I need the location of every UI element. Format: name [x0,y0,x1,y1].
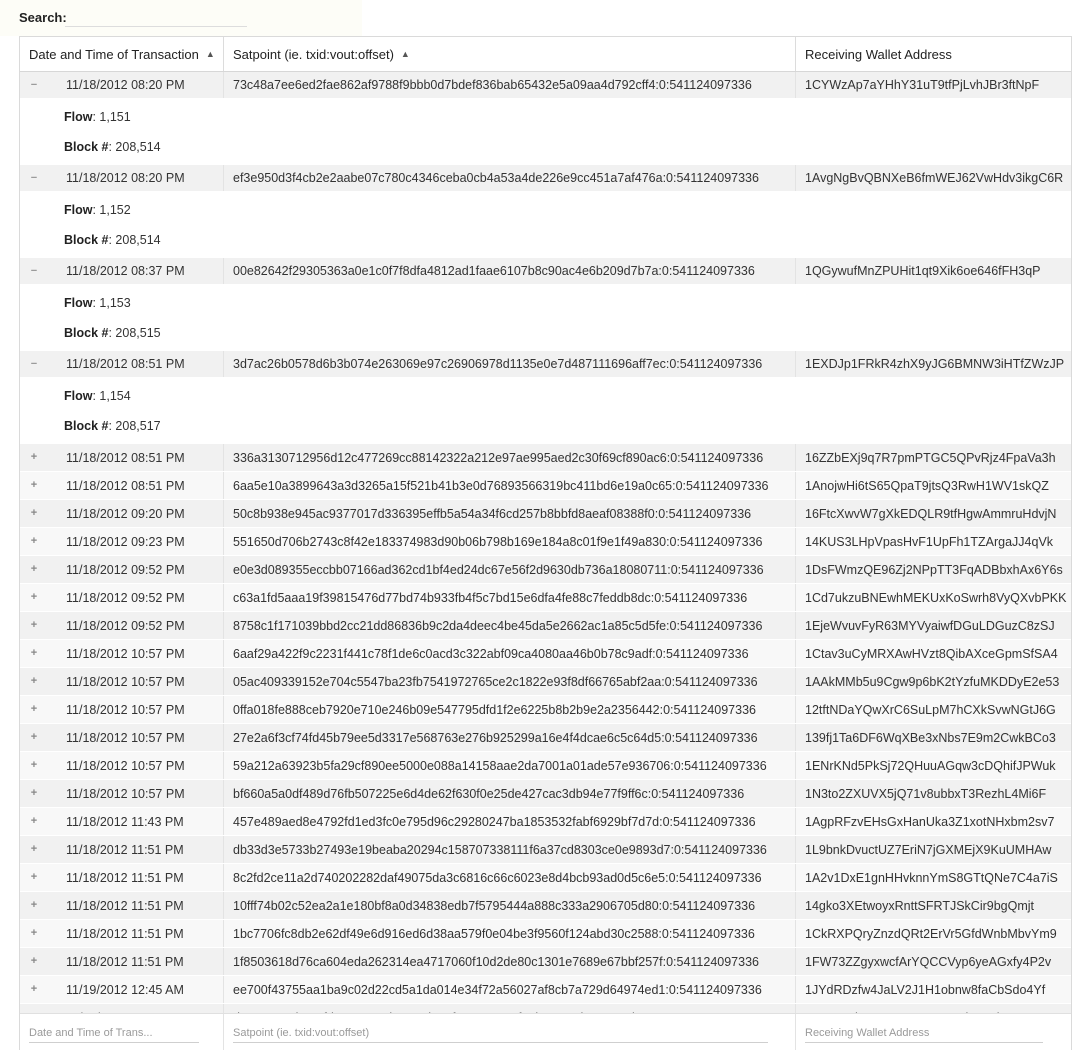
grid-body [20,72,1071,1032]
expand-row-icon[interactable]: + [30,535,38,547]
cell-satpoint: db33d3e5733b27493e19beaba20294c158707338111f6a37cd8303ce0e9893d7:0:541124097336 [224,836,796,863]
cell-satpoint: 05ac409339152e704c5547ba23fb7541972765ce2c1822e93f8df66765abf2aa:0:541124097336 [224,668,796,695]
cell-satpoint: 27e2a6f3cf74fd45b79ee5d3317e568763e276b925299a16e4f4dcae6c5c64d5:0:541124097336 [224,724,796,751]
cell-satpoint: 6aaf29a422f9c2231f441c78f1de6c0acd3c322abf09ca4080aa46b0b78c9adf:0:541124097336 [224,640,796,667]
cell-date [20,892,224,919]
cell-wallet-address: 1N3to2ZXUVX5jQ71v8ubbxT3RezhL4Mi6F [805,786,1047,801]
cell-wallet-address: 12tftNDaYQwXrC6SuLpM7hCXkSvwNGtJ6G [805,702,1056,717]
cell-date [20,528,224,555]
cell-date [20,72,224,98]
cell-wallet-address: 1L9bnkDvuctUZ7EriN7jGXMEjX9KuUMHAw [805,842,1052,857]
detail-flow: Flow: 1,152 [64,203,131,217]
detail-flow: Flow: 1,154 [64,389,131,403]
table-row[interactable] [20,668,1071,696]
table-row[interactable] [20,444,1071,472]
transaction-datetime: 11/18/2012 10:57 PM [66,730,185,745]
table-row[interactable] [20,976,1071,1004]
row-detail-panel [20,284,1071,351]
detail-block-value: 208,517 [115,419,161,433]
expand-row-icon[interactable]: + [30,787,38,799]
cell-wallet-address: 16FtcXwvW7gXkEDQLR9tfHgwAmmruHdvjN [805,506,1057,521]
cell-date [20,612,224,639]
cell-wallet-address: 139fj1Ta6DF6WqXBe3xNbs7E9m2CwkBCo3 [805,730,1056,745]
cell-satpoint: ee700f43755aa1ba9c02d22cd5a1da014e34f72a56027af8cb7a729d64974ed1:0:541124097336 [224,976,796,1003]
expand-row-icon[interactable]: + [30,479,38,491]
transaction-datetime: 11/18/2012 10:57 PM [66,646,185,661]
expand-row-icon[interactable]: + [30,507,38,519]
expand-row-icon[interactable]: + [30,843,38,855]
expand-row-icon[interactable]: + [30,899,38,911]
cell-satpoint: 73c48a7ee6ed2fae862af9788f9bbb0d7bdef836bab65432e5a09aa4d792cff4:0:541124097336 [224,72,796,98]
cell-wallet-address: 1CkRXPQryZnzdQRt2ErVr5GfdWnbMbvYm9 [805,926,1057,941]
cell-date [20,258,224,284]
transaction-datetime: 11/18/2012 10:57 PM [66,786,185,801]
cell-satpoint: 10fff74b02c52ea2a1e180bf8a0d34838edb7f5795444a888c333a2906705d80:0:541124097336 [224,892,796,919]
table-row[interactable] [20,892,1071,920]
cell-wallet-address: 14KUS3LHpVpasHvF1UpFh1TZArgaJJ4qVk [805,534,1054,549]
grid-header [20,37,1071,72]
column-header-date[interactable] [20,37,224,71]
table-row[interactable] [20,584,1071,612]
table-row[interactable] [20,165,1071,191]
cell-date [20,351,224,377]
transaction-datetime: 11/18/2012 08:37 PM [66,264,185,278]
expand-row-icon[interactable]: + [30,927,38,939]
table-row[interactable] [20,556,1071,584]
expand-row-icon[interactable]: + [30,955,38,967]
transaction-datetime: 11/18/2012 11:51 PM [66,870,184,885]
detail-block-value: 208,514 [115,140,161,154]
cell-satpoint: c63a1fd5aaa19f39815476d77bd74b933fb4f5c7bd15e6dfa4fe88c7feddb8dc:0:541124097336 [224,584,796,611]
cell-date [20,780,224,807]
detail-flow-value: 1,153 [99,296,131,310]
detail-block-label: Block # [64,419,109,433]
column-header-label: Receiving Wallet Address [805,46,952,62]
cell-satpoint: 457e489aed8e4792fd1ed3fc0e795d96c29280247ba1853532fabf6929bf7d7d:0:541124097336 [224,808,796,835]
cell-satpoint: 8c2fd2ce11a2d740202282daf49075da3c6816c66c6023e8d4bcb93ad0d5c6e5:0:541124097336 [224,864,796,891]
sort-ascending-icon[interactable]: ▲ [205,49,215,59]
filter-cell-satpoint [224,1014,796,1050]
cell-satpoint: bf660a5a0df489d76fb507225e6d4de62f630f0e25de427cac3db94e77f9ff6c:0:541124097336 [224,780,796,807]
cell-satpoint: 336a3130712956d12c477269cc88142322a212e97ae995aed2c30f69cf890ac6:0:541124097336 [224,444,796,471]
collapse-row-icon[interactable]: − [30,78,38,91]
cell-wallet-address: 1Ctav3uCyMRXAwHVzt8QibAXceGpmSfSA4 [805,646,1058,661]
transaction-datetime: 11/18/2012 08:51 PM [66,478,185,493]
search-label: Search: [19,9,67,25]
table-row[interactable] [20,500,1071,528]
detail-flow-value: 1,151 [99,110,131,124]
cell-date [20,668,224,695]
expand-row-icon[interactable]: + [30,815,38,827]
cell-satpoint: 3d7ac26b0578d6b3b074e263069e97c26906978d1135e0e7d487111696aff7ec:0:541124097336 [224,351,796,377]
column-header-satpoint[interactable] [224,37,796,71]
cell-date [20,472,224,499]
cell-date [20,500,224,527]
cell-satpoint: 6aa5e10a3899643a3d3265a15f521b41b3e0d76893566319bc411bd6e19a0c65:0:541124097336 [224,472,796,499]
collapse-row-icon[interactable]: − [30,264,38,277]
cell-satpoint: 59a212a63923b5fa29cf890ee5000e088a14158aae2da7001a01ade57e936706:0:541124097336 [224,752,796,779]
table-row[interactable] [20,920,1071,948]
cell-date [20,864,224,891]
cell-wallet-address: 1AAkMMb5u9Cgw9p6bK2tYzfuMKDDyE2e53 [805,674,1060,689]
cell-satpoint: 1f8503618d76ca604eda262314ea4717060f10d2de80c1301e7689e67bbf257f:0:541124097336 [224,948,796,975]
row-detail-panel [20,98,1071,165]
detail-flow-value: 1,154 [99,389,131,403]
cell-satpoint: 00e82642f29305363a0e1c0f7f8dfa4812ad1faae6107b8c90ac4e6b209d7b7a:0:541124097336 [224,258,796,284]
table-row[interactable] [20,351,1071,377]
detail-flow-label: Flow [64,110,93,124]
expand-row-icon[interactable]: + [30,647,38,659]
cell-wallet-address: 1EXDJp1FRkR4zhX9yJG6BMNW3iHTfZWzJP [805,357,1065,371]
cell-date [20,976,224,1003]
transaction-datetime: 11/18/2012 11:51 PM [66,898,184,913]
table-row[interactable] [20,696,1071,724]
row-detail-panel [20,377,1071,444]
detail-flow-label: Flow [64,389,93,403]
detail-block-value: 208,515 [115,326,161,340]
expand-row-icon[interactable]: + [30,871,38,883]
cell-date [20,836,224,863]
expand-row-icon[interactable]: + [30,591,38,603]
cell-wallet-address: 1DsFWmzQE96Zj2NPpTT3FqADBbxhAx6Y6s [805,562,1063,577]
cell-wallet-address: 1AnojwHi6tS65QpaT9jtsQ3RwH1WV1skQZ [805,478,1049,493]
cell-wallet-address: 1Cd7ukzuBNEwhMEKUxKoSwrh8VyQXvbPKK [805,590,1067,605]
transaction-datetime: 11/19/2012 12:45 AM [66,982,184,997]
detail-flow-value: 1,152 [99,203,131,217]
table-row[interactable] [20,258,1071,284]
detail-flow: Flow: 1,153 [64,296,131,310]
table-row[interactable] [20,780,1071,808]
collapse-row-icon[interactable]: − [30,171,38,184]
table-row[interactable] [20,640,1071,668]
expand-row-icon[interactable]: + [30,563,38,575]
column-header-label: Satpoint (ie. txid:vout:offset) [233,46,394,62]
table-row[interactable] [20,864,1071,892]
cell-date [20,752,224,779]
cell-date [20,948,224,975]
cell-satpoint: 8758c1f171039bbd2cc21dd86836b9c2da4deec4be45da5e2662ac1a85c5d5fe:0:541124097336 [224,612,796,639]
cell-wallet-address: 1AgpRFzvEHsGxHanUka3Z1xotNHxbm2sv7 [805,814,1055,829]
detail-flow-label: Flow [64,203,93,217]
transaction-datetime: 11/18/2012 09:23 PM [66,534,185,549]
transaction-datetime: 11/18/2012 11:51 PM [66,842,184,857]
cell-date [20,696,224,723]
column-header-label: Date and Time of Transaction [29,46,199,62]
expand-row-icon[interactable]: + [30,703,38,715]
transaction-datetime: 11/18/2012 10:57 PM [66,702,185,717]
search-bar [19,6,67,28]
column-filter-row [20,1013,1071,1050]
filter-input-satpoint[interactable] [233,1024,768,1043]
detail-block-label: Block # [64,326,109,340]
cell-wallet-address: 1JYdRDzfw4JaLV2J1H1obnw8faCbSdo4Yf [805,982,1046,997]
cell-satpoint: 551650d706b2743c8f42e183374983d90b06b798b169e184a8c01f9e1f49a830:0:541124097336 [224,528,796,555]
table-row[interactable] [20,836,1071,864]
cell-wallet-address: 14gko3XEtwoyxRnttSFRTJSkCir9bgQmjt [805,898,1035,913]
cell-date [20,165,224,191]
transaction-datetime: 11/18/2012 08:20 PM [66,78,185,92]
detail-block-value: 208,514 [115,233,161,247]
cell-date [20,920,224,947]
cell-satpoint: e0e3d089355eccbb07166ad362cd1bf4ed24dc67e56f2d9630db736a18080711:0:541124097336 [224,556,796,583]
cell-date [20,584,224,611]
transaction-datetime: 11/18/2012 10:57 PM [66,758,185,773]
detail-block: Block #: 208,514 [64,140,161,154]
detail-flow: Flow: 1,151 [64,110,131,124]
filter-cell-address [796,1014,1071,1050]
cell-date [20,808,224,835]
detail-block: Block #: 208,514 [64,233,161,247]
table-row[interactable] [20,472,1071,500]
transaction-datetime: 11/18/2012 08:51 PM [66,357,185,371]
cell-wallet-address: 1FW73ZZgyxwcfArYQCCVyp6yeAGxfy4P2v [805,954,1052,969]
transaction-datetime: 11/18/2012 10:57 PM [66,674,185,689]
transaction-datetime: 11/18/2012 11:43 PM [66,814,184,829]
cell-satpoint: ef3e950d3f4cb2e2aabe07c780c4346ceba0cb4a53a4de226e9cc451a7af476a:0:541124097336 [224,165,796,191]
expand-row-icon[interactable]: + [30,983,38,995]
transaction-datetime: 11/18/2012 09:20 PM [66,506,185,521]
expand-row-icon[interactable]: + [30,675,38,687]
cell-wallet-address: 1CYWzAp7aYHhY31uT9tfPjLvhJBr3ftNpF [805,78,1040,92]
cell-wallet-address: 1EjeWvuvFyR63MYVyaiwfDGuLDGuzC8zSJ [805,618,1055,633]
table-row[interactable] [20,948,1071,976]
cell-wallet-address: 1QGywufMnZPUHit1qt9Xik6oe646fFH3qP [805,264,1041,278]
transaction-datetime: 11/18/2012 09:52 PM [66,590,185,605]
collapse-row-icon[interactable]: − [30,357,38,370]
table-row[interactable] [20,612,1071,640]
table-row[interactable] [20,724,1071,752]
cell-satpoint: 1bc7706fc8db2e62df49e6d916ed6d38aa579f0e04be3f9560f124abd30c2588:0:541124097336 [224,920,796,947]
detail-block: Block #: 208,517 [64,419,161,433]
filter-input-address[interactable] [805,1024,1043,1043]
search-input[interactable] [65,6,247,27]
filter-input-date[interactable] [29,1024,199,1043]
transaction-datetime: 11/18/2012 08:20 PM [66,171,185,185]
cell-date [20,724,224,751]
detail-block-label: Block # [64,233,109,247]
table-row[interactable] [20,528,1071,556]
detail-block: Block #: 208,515 [64,326,161,340]
detail-flow-label: Flow [64,296,93,310]
cell-date [20,444,224,471]
expand-row-icon[interactable]: + [30,731,38,743]
sort-ascending-icon[interactable]: ▲ [400,49,410,59]
transaction-datetime: 11/18/2012 09:52 PM [66,618,185,633]
cell-wallet-address: 16ZZbEXj9q7R7pmPTGC5QPvRjz4FpaVa3h [805,450,1056,465]
detail-block-label: Block # [64,140,109,154]
transactions-grid [19,36,1072,1050]
cell-date [20,640,224,667]
table-row[interactable] [20,72,1071,98]
transaction-datetime: 11/18/2012 09:52 PM [66,562,185,577]
cell-wallet-address: 1AvgNgBvQBNXeB6fmWEJ62VwHdv3ikgC6R [805,171,1064,185]
cell-wallet-address: 1ENrKNd5PkSj72QHuuAGqw3cDQhifJPWuk [805,758,1056,773]
table-row[interactable] [20,808,1071,836]
transaction-datetime: 11/18/2012 11:51 PM [66,926,184,941]
row-detail-panel [20,191,1071,258]
cell-satpoint: 0ffa018fe888ceb7920e710e246b09e547795dfd1f2e6225b8b2b9e2a2356442:0:541124097336 [224,696,796,723]
expand-row-icon[interactable]: + [30,451,38,463]
cell-satpoint: 50c8b938e945ac9377017d336395effb5a54a34f6cd257b8bbfd8aeaf08388f0:0:541124097336 [224,500,796,527]
table-row[interactable] [20,752,1071,780]
transaction-datetime: 11/18/2012 08:51 PM [66,450,185,465]
filter-cell-date [20,1014,224,1050]
expand-row-icon[interactable]: + [30,759,38,771]
transaction-datetime: 11/18/2012 11:51 PM [66,954,184,969]
column-header-address[interactable] [796,37,1071,71]
cell-date [20,556,224,583]
expand-row-icon[interactable]: + [30,619,38,631]
cell-wallet-address: 1A2v1DxE1gnHHvknnYmS8GTtQNe7C4a7iS [805,870,1058,885]
